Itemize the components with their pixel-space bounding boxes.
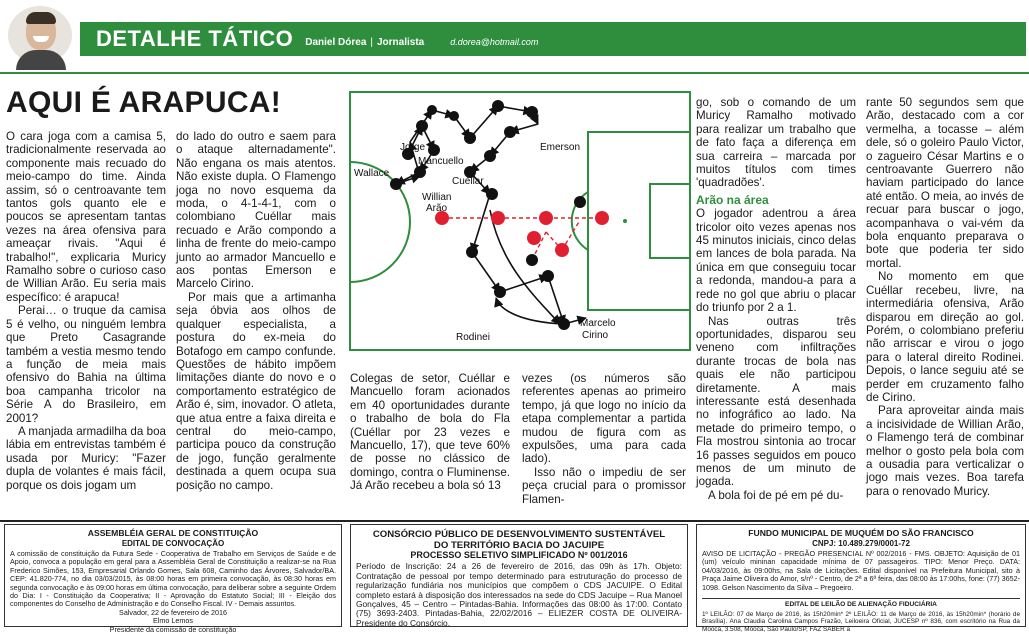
ad-consorcio — [350, 524, 688, 627]
player-marker — [542, 270, 554, 282]
arao-marker — [539, 211, 553, 225]
header-rule — [0, 72, 1029, 74]
article-column-5 — [696, 96, 856, 520]
player-marker — [449, 111, 459, 121]
paragraph: Por mais que a artimanha seja óbvia aos olhos de qualquer especialista, a postura do ex-meia do Botafogo em campo confunde. Questões de hábito impõem limitações diante do novo e o comportamento estratégico de Arão é, sim, inovador. O atleta, que atua entre a faixa direita e central do meio-campo, participa pouco da construção de jogo, função geralmente destinada a quem ocupa sua posição no campo. — [176, 290, 336, 492]
ad-sign-role: Presidente da comissão de constituição — [109, 624, 237, 634]
label-arao-2: Arão — [426, 203, 448, 214]
ad-cnpj: CNPJ: 10.489.279/0001-72 — [812, 538, 910, 548]
arao-marker — [491, 211, 505, 225]
player-marker — [464, 132, 476, 144]
ad-date: Salvador, 22 de fevereiro de 2016 — [119, 607, 227, 617]
ad-body: A comissão de constituição da Futura Sede - Cooperativa de Trabalho em Serviços de Saúde e de Apoio, convoca a população em geral para a Assembléia Geral de Constituição a realizar-se na Rua Frederico Simões, 153, Empresarial Orlando Gomes, Sala 608, Caminho das Árvores, Salvador/BA. CEP: 41.820-774, no dia 03/03/2015, às 08:00 horas em primeira convocação, às 08:30 horas em segunda convocação e às 09:00 horas em última convocação, para deliberar sobre a seguinte Ordem do Dia: I - Constituição da Cooperativa; II - Aprovação do Estatuto Social; III - Eleição dos componentes do Conselho de Administração e do Conselho Fiscal. IV - Demais assuntos. — [10, 549, 336, 609]
player-marker — [427, 105, 437, 115]
article-column-1 — [6, 130, 166, 518]
arao-marker — [555, 243, 569, 257]
label-emerson: Emerson — [540, 142, 581, 153]
label-arao-1: Willian — [422, 192, 452, 203]
player-marker — [414, 166, 426, 178]
paragraph: O jogador adentrou a área tricolor oito vezes apenas nos 45 minutos iniciais, cinco delas em lances de bola parada. Na única em que conseguiu tocar a redonda, mandou-a para a rede no gol que abriu o placar do triunfo por 2 a 1. — [696, 207, 856, 315]
column-banner — [80, 22, 1026, 56]
arao-marker — [527, 231, 541, 245]
ad-body: Período de Inscrição: 24 a 26 de fevereiro de 2016, das 09h às 17h. Objeto: Contratação de pessoal por tempo determinado para estruturação do processo de regularização fundiária nos municípios que compõem o CDS JACUIPE. O Edital completo estará à disposição dos interessados na sede do CDS Jacuipe – Rua Manoel Gonçalves, 45 – Centro – Pintadas-Bahia. Informações das 08:00 às 17:00. Contato (75) 3693-2403. Pintadas-Bahia, 22/02/2016 – ELIEZER COSTA DE OLIVEIRA-Presidente do Consórcio. — [356, 561, 682, 628]
article-headline: AQUI É ARAPUCA! — [6, 86, 282, 119]
ad-body: AVISO DE LICITAÇÃO - PREGÃO PRESENCIAL Nº 002/2016 - FMS. OBJETO: Aquisição de 01 (um) veículo mininan capacidade mínima de 07 passageiros. TIPO: Menor Preço. DATA: 04/03/2016, às 09:00hs, na Sala de Licitações. Edital disponível na Prefeitura Municipal, sito à Praça Jaime Oliveira do Amor, s/nº - Centro, de 2ª a 6ª feira, das 08:00 às 17:00hs, fone: (77) 3652-1098. Gelson Nascimento da Silva – Pregoeiro. — [702, 549, 1020, 592]
ads-rule — [0, 520, 1029, 522]
paragraph: Para aproveitar ainda mais a incisividade de Willian Arão, o Flamengo terá de combinar melhor o gosto pela bola com a ousadia para verticalizar o jogo mais vezes. Boa tarefa para o renovado Muricy. — [866, 404, 1024, 498]
ad-title: FUNDO MUNICIPAL DE MUQUÉM DO SÃO FRANCISCO — [748, 528, 974, 538]
label-wallace: Wallace — [354, 168, 390, 179]
paragraph: Perai… o truque da camisa 5 é velho, ou ninguém lembra que Preto Casagrande também a vestia mesmo tendo a função de meia mais ofensivo do Bahia na última boa campanha tricolor na Série A do Brasileiro, em 2001? — [6, 304, 166, 425]
player-marker — [484, 150, 496, 162]
label-mancuello: Mancuello — [418, 156, 464, 167]
player-marker — [504, 126, 516, 138]
label-cirino-2: Cirino — [582, 330, 609, 341]
ad-fundo-municipal — [696, 524, 1026, 633]
paragraph: A manjada armadilha da boa lábia em entrevistas também é usada por Muricy: "Fazer dupla de volantes é mais fácil, porque os dois jogam um — [6, 424, 166, 492]
article-column-4 — [522, 372, 686, 518]
ad-leilao — [702, 598, 1020, 633]
player-marker — [492, 100, 504, 112]
article-column-3 — [350, 372, 510, 518]
player-marker — [558, 318, 570, 330]
ad-leilao-title: EDITAL DE LEILÃO DE ALIENAÇÃO FIDUCIÁRIA — [785, 601, 937, 609]
ad-subtitle: EDITAL DE CONVOCAÇÃO — [121, 538, 225, 548]
paragraph: A bola foi de pé em pé du- — [708, 488, 844, 502]
pitch — [350, 92, 690, 350]
paragraph: Nas outras três oportunidades, disparou seu veneno com infiltrações durante trocas de bola nas quais ele não participou diretamente. A mais interessante está desenhada no infográfico ao lado. Na metade do primeiro tempo, o Fla mostrou sintonia ao trocar 16 passes seguidos em pouco menos de um minuto de jogada. — [696, 314, 856, 489]
label-jorge: Jorge — [400, 142, 426, 153]
player-marker — [526, 254, 538, 266]
arao-marker — [595, 211, 609, 225]
author-email[interactable]: d.dorea@hotmail.com — [450, 37, 539, 47]
ad-title-2: DO TERRITÓRIO BACIA DO JACUIPE — [433, 540, 605, 551]
ad-signer: Elmo Lemos — [153, 616, 193, 626]
author-separator: | — [370, 36, 373, 48]
player-marker — [486, 188, 498, 200]
player-marker — [466, 246, 478, 258]
label-cirino-1: Marcelo — [580, 318, 616, 329]
label-rodinei: Rodinei — [456, 332, 490, 343]
article-column-6 — [866, 96, 1024, 520]
paragraph: No momento em que Cuéllar recebeu, livre, na intermediária ofensiva, Arão disparou em direção ao gol. Porém, o colombiano preferiu não arriscar e virou o jogo para o lateral direito Rodinei. Depois, o lance seguiu até se perder em cruzamento falho de Cirino. — [866, 270, 1024, 404]
penalty-spot — [623, 219, 627, 223]
tactical-diagram — [350, 92, 690, 350]
ad-title: ASSEMBLÉIA GERAL DE CONSTITUIÇÃO — [87, 528, 259, 538]
paragraph: go, sob o comando de um Muricy Ramalho motivado para realizar um trabalho que de fato faça a diferença em sua carreira – marcada por muitos títulos com times 'quadradões'. — [696, 96, 856, 190]
author-photo — [8, 6, 72, 64]
section-title: DETALHE TÁTICO — [96, 26, 294, 51]
ad-title: CONSÓRCIO PÚBLICO DE DESENVOLVIMENTO SUSTENTÁVEL — [372, 529, 666, 540]
paragraph: Isso não o impediu de ser peça crucial para o promissor Flamen- — [522, 465, 686, 506]
author-name: Daniel Dórea — [305, 36, 367, 48]
player-marker — [526, 106, 538, 118]
ad-leilao-body: 1º LEILÃO: 07 de Março de 2016, às 15h20min* 2º LEILÃO: 11 de Março de 2016, às 15h20min* (horário de Brasília). Ana Claudia Carolina Campos Frazão, Leiloeira Oficial, JUCESP nº 836, com escritório na Rua da Mooca, 3.508, Mooca, São Paulo/SP, FAZ SABER a — [702, 610, 1020, 633]
player-marker — [390, 178, 402, 190]
subheading: Arão na área — [696, 192, 769, 207]
paragraph: do lado do outro e saem para o ataque alternadamente". Não engana os mais atentos. Não existe dupla. O Flamengo joga no novo esquema da moda, o 4-1-4-1, com o colombiano Cuéllar mais recuado e Arão compondo a linha de frente do meio-campo junto ao armador Mancuello e aos pontas Emerson e Marcelo Cirino. — [176, 130, 336, 291]
ad-assembleia — [4, 524, 342, 634]
paragraph: vezes (os números são referentes apenas ao primeiro tempo, já que logo no início da etapa complementar a partida mudou de figura com as expulsões, uma para cada lado). — [522, 372, 686, 466]
article-column-2 — [176, 130, 336, 518]
paragraph: rante 50 segundos sem que Arão, destacado com a cor vermelha, a tocasse – além dele, só o goleiro Paulo Victor, o zagueiro César Martins e o centroavante Guerrero não haviam participado do lance até então. O meia, ao invés de recuar para buscar o jogo, acompanhava o vai-vém da bola enquanto preparava o bote que poderia ter sido mortal. — [866, 96, 1024, 270]
author-role: Jornalista — [377, 36, 425, 48]
paragraph: Colegas de setor, Cuéllar e Mancuello foram acionados em 40 oportunidades durante o trabalho de bola do Fla (Cuéllar por 23 vezes e Mancuello, 17), que teve 60% de posse no clássico de domingo, contra o Fluminense. Já Arão recebeu a bola só 13 — [350, 372, 510, 493]
ad-subtitle: PROCESSO SELETIVO SIMPLIFICADO Nº 001/2016 — [410, 550, 628, 560]
player-marker — [416, 120, 428, 132]
label-cuellar: Cuéllar — [452, 176, 484, 187]
player-marker — [428, 144, 440, 156]
paragraph: O cara joga com a camisa 5, tradicionalmente reservada ao componente mais recuado do meio-campo do time. Ainda assim, só o centroavante tem tantos gols quanto ele e poucos se apresentam tantas vezes na área ofensiva para ameaçar rivais. "Aqui é trabalho!", explicaria Muricy Ramalho sobre o curioso caso de Willian Arão. Eu seria mais específico: é arapuca! — [6, 130, 166, 304]
player-marker — [574, 196, 586, 208]
player-marker — [494, 286, 506, 298]
